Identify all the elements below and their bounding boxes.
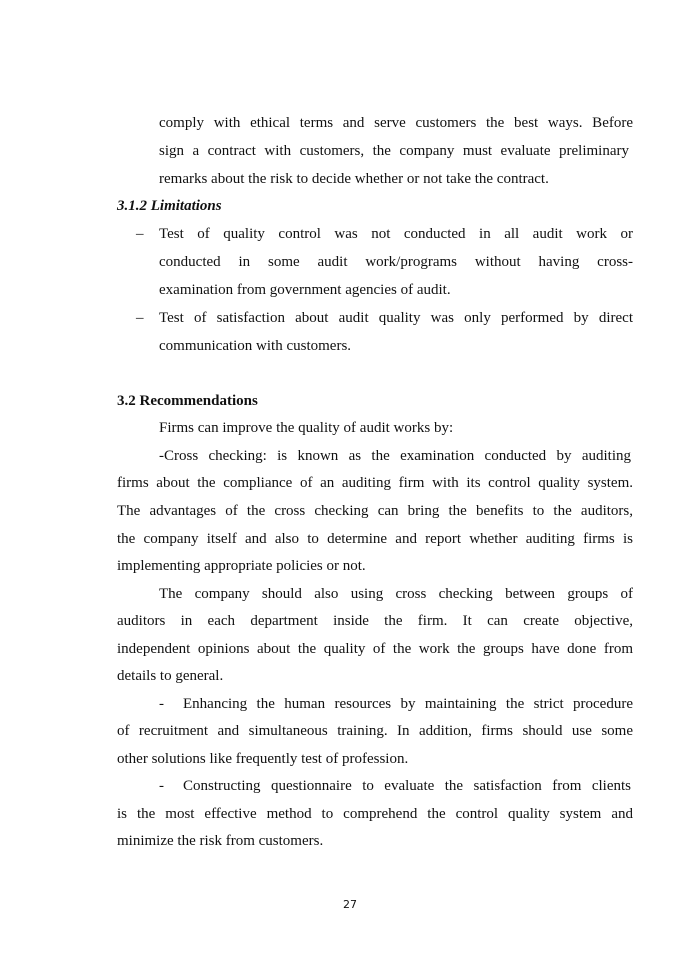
groups-line-3: independent opinions about the quality of the work the groups have done from bbox=[117, 641, 633, 657]
cross-checking-line-4: the company itself and also to determine and report whether auditing firms is bbox=[117, 531, 633, 547]
cross-checking-line-1: -Cross checking: is known as the examination conducted by auditing bbox=[159, 448, 631, 464]
questionnaire-dash: - bbox=[159, 778, 164, 794]
limitation-2-line-1: Test of satisfaction about audit quality was only performed by direct bbox=[159, 310, 633, 326]
human-resources-line-2: of recruitment and simultaneous training. In addition, firms should use some bbox=[117, 723, 633, 739]
groups-line-4: details to general. bbox=[117, 668, 224, 684]
groups-line-2: auditors in each department inside the firm. It can create objective, bbox=[117, 613, 633, 629]
questionnaire-line-2: is the most effective method to comprehend the control quality system and bbox=[117, 806, 633, 822]
cross-checking-line-3: The advantages of the cross checking can bring the benefits to the auditors, bbox=[117, 503, 633, 519]
limitation-1-line-2: conducted in some audit work/programs without having cross- bbox=[159, 254, 633, 270]
limitation-1-line-1: Test of quality control was not conducted in all audit work or bbox=[159, 226, 633, 242]
human-resources-dash: - bbox=[159, 696, 164, 712]
limitations-heading: 3.1.2 Limitations bbox=[117, 198, 222, 214]
groups-line-1: The company should also using cross checking between groups of bbox=[159, 586, 633, 602]
recommendations-heading: 3.2 Recommendations bbox=[117, 393, 258, 409]
limitation-bullet-1: – bbox=[136, 226, 144, 242]
intro-line-3: remarks about the risk to decide whether or not take the contract. bbox=[159, 171, 549, 187]
limitation-bullet-2: – bbox=[136, 310, 144, 326]
cross-checking-line-5: implementing appropriate policies or not. bbox=[117, 558, 366, 574]
questionnaire-line-1: Constructing questionnaire to evaluate the satisfaction from clients bbox=[183, 778, 631, 794]
human-resources-line-1: Enhancing the human resources by maintaining the strict procedure bbox=[183, 696, 633, 712]
cross-checking-line-2: firms about the compliance of an auditing firm with its control quality system. bbox=[117, 475, 633, 491]
intro-line-1: comply with ethical terms and serve customers the best ways. Before bbox=[159, 115, 633, 131]
limitation-2-line-2: communication with customers. bbox=[159, 338, 352, 354]
questionnaire-line-3: minimize the risk from customers. bbox=[117, 833, 324, 849]
intro-line-2: sign a contract with customers, the company must evaluate preliminary bbox=[159, 143, 629, 159]
recommendations-intro: Firms can improve the quality of audit works by: bbox=[159, 420, 454, 436]
human-resources-line-3: other solutions like frequently test of profession. bbox=[117, 751, 409, 767]
page-number: 27 bbox=[343, 898, 357, 911]
limitation-1-line-3: examination from government agencies of audit. bbox=[159, 282, 451, 298]
